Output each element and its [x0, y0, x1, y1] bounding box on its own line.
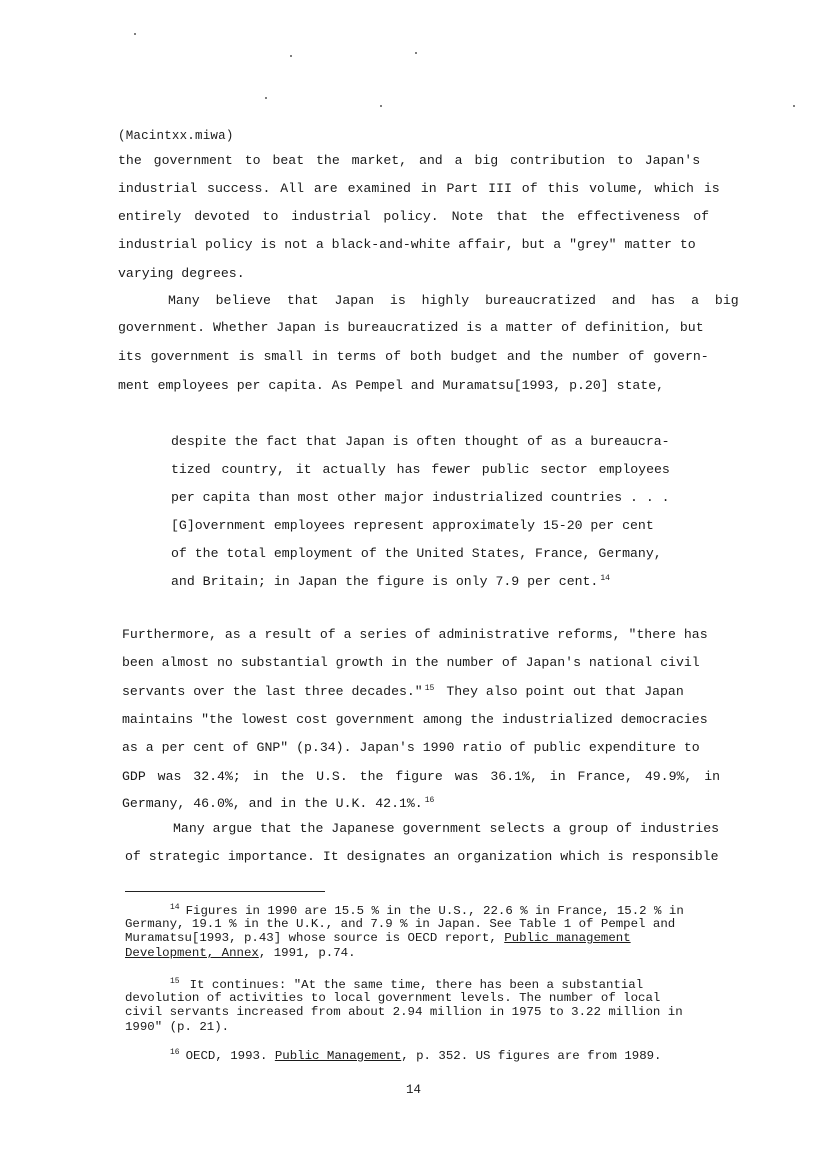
document-tag: (Macintxx.miwa) [118, 129, 234, 143]
body-line: of strategic importance. It designates an organization which is responsible [125, 849, 719, 864]
body-line-text: servants over the last three decades." [122, 684, 423, 699]
footnote-mark: 14 [170, 903, 180, 912]
footnote-text: , 1991, p.74. [258, 946, 356, 960]
scan-speck [290, 55, 292, 57]
footnote-title: Public management [504, 931, 631, 945]
scan-speck [793, 105, 795, 107]
body-line: industrial success. All are examined in Part III of this volume, which is [118, 181, 720, 196]
body-line: industrial policy is not a black-and-white affair, but a "grey" matter to [118, 237, 696, 252]
footnote-reference: 14 [600, 574, 610, 583]
footnote-mark: 16 [170, 1048, 180, 1057]
quote-line: tized country, it actually has fewer public sector employees [171, 462, 670, 477]
footnote-title: Development, Annex [125, 946, 259, 960]
scan-speck [134, 33, 136, 35]
footnote-line [170, 904, 684, 917]
body-line: government. Whether Japan is bureaucratized is a matter of definition, but [118, 320, 704, 335]
footnote-line [125, 932, 631, 944]
footnote-reference: 16 [424, 796, 435, 805]
body-line: ment employees per capita. As Pempel and Muramatsu[1993, p.20] state, [118, 378, 665, 393]
quote-line: of the total employment of the United States, France, Germany, [171, 546, 662, 561]
footnote-line: 1990" (p. 21). [125, 1020, 230, 1034]
footnote-text: , p. 352. US figures are from 1989. [401, 1049, 662, 1063]
body-line: as a per cent of GNP" (p.34). Japan's 1990 ratio of public expenditure to [122, 740, 700, 755]
footnote-text: Figures in 1990 are 15.5 % in the U.S., 22.6 % in France, 15.2 % in [185, 904, 684, 918]
quote-line: per capita than most other major industrialized countries . . . [171, 490, 670, 505]
quote-line: [G]overnment employees represent approximately 15-20 per cent [171, 518, 654, 533]
body-line: Many believe that Japan is highly bureaucratized and has a big [168, 293, 739, 308]
body-line: been almost no substantial growth in the number of Japan's national civil [122, 655, 700, 670]
body-line: varying degrees. [118, 266, 245, 281]
footnote-line: Germany, 19.1 % in the U.K., and 7.9 % in Japan. See Table 1 of Pempel and [125, 917, 676, 931]
footnote-text: OECD, 1993. [185, 1049, 268, 1063]
footnote-line: devolution of activities to local government levels. The number of local [125, 991, 661, 1005]
quote-line: despite the fact that Japan is often thought of as a bureaucra- [171, 434, 670, 449]
body-line: entirely devoted to industrial policy. Note that the effectiveness of [118, 209, 710, 224]
footnote-title: Public Management [274, 1049, 402, 1063]
footnote-separator [125, 891, 325, 892]
body-line [122, 685, 684, 698]
footnote-line: civil servants increased from about 2.94 million in 1975 to 3.22 million in [125, 1005, 683, 1019]
footnote-reference: 15 [424, 684, 435, 693]
page-number: 14 [405, 1083, 421, 1097]
body-line: the government to beat the market, and a big contribution to Japan's [118, 153, 701, 168]
quote-line [171, 575, 610, 588]
footnote-text: Muramatsu[1993, p.43] whose source is OECD report, [125, 931, 497, 945]
footnote-line [125, 947, 356, 959]
body-line-text: They also point out that Japan [446, 684, 684, 699]
footnote-line [170, 978, 643, 991]
footnote-mark: 15 [170, 977, 180, 986]
scan-speck [380, 105, 382, 107]
body-line-text: Germany, 46.0%, and in the U.K. 42.1%. [122, 796, 423, 811]
footnote-line [170, 1049, 662, 1062]
scan-speck [415, 52, 417, 54]
body-line: its government is small in terms of both budget and the number of govern- [118, 349, 709, 364]
body-line: GDP was 32.4%; in the U.S. the figure was 36.1%, in France, 49.9%, in [122, 769, 721, 784]
body-line: Many argue that the Japanese government selects a group of industries [173, 821, 720, 836]
body-line: Furthermore, as a result of a series of administrative reforms, "there has [122, 627, 708, 642]
body-line [122, 797, 434, 810]
body-line: maintains "the lowest cost government among the industrialized democracies [122, 712, 708, 727]
scan-speck [265, 97, 267, 99]
footnote-text: It continues: "At the same time, there has been a substantial [189, 978, 644, 992]
quote-line-text: and Britain; in Japan the figure is only 7.9 per cent. [171, 574, 599, 589]
